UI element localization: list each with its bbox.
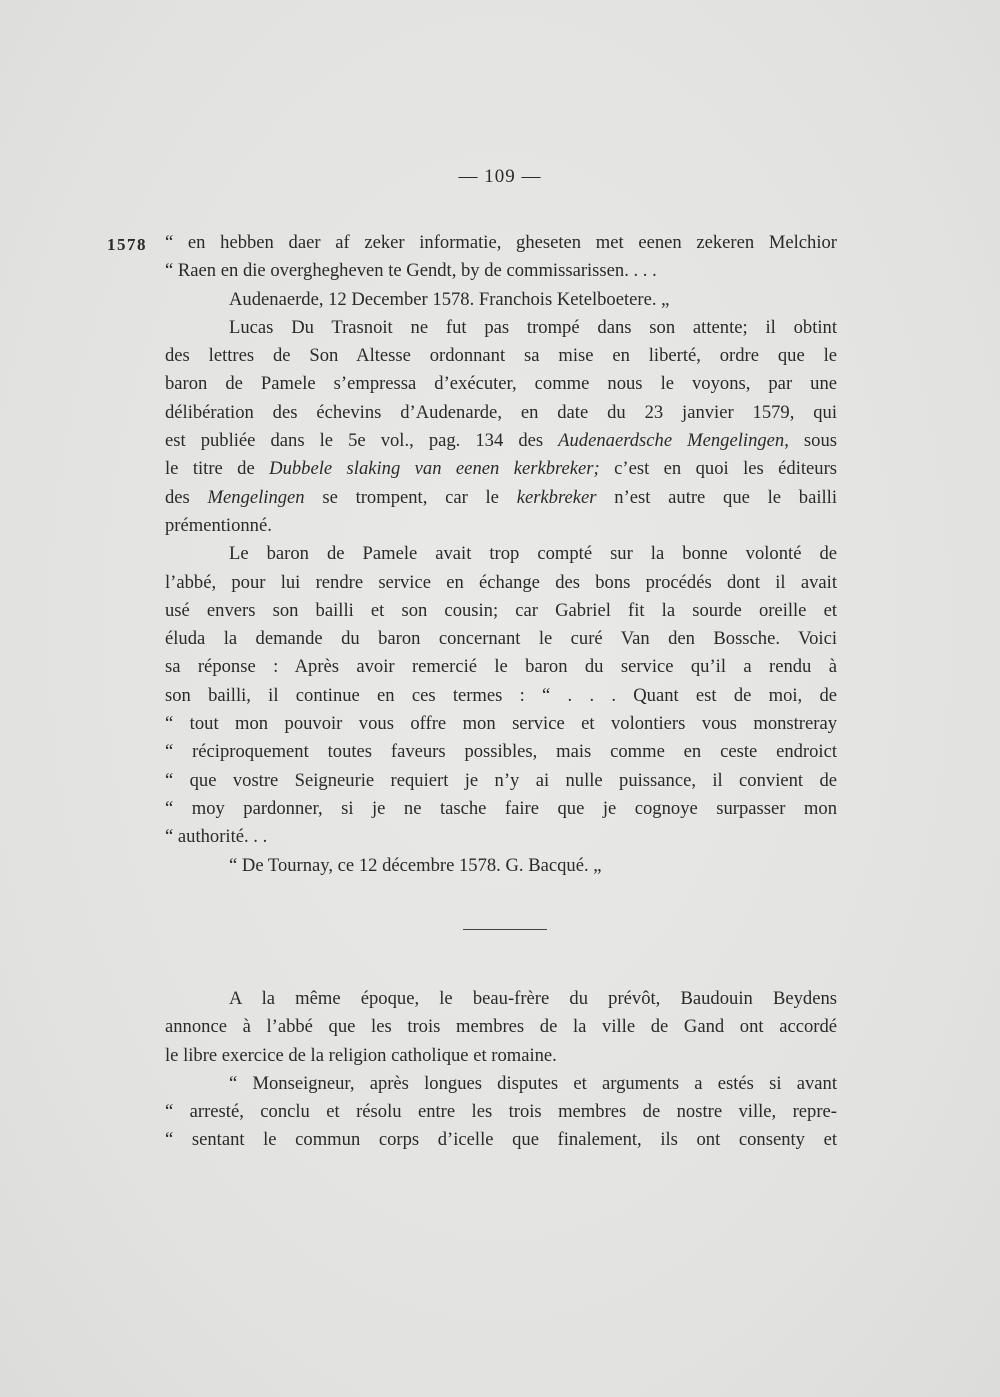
text-run: Lucas Du Trasnoit ne fut pas trompé dans son attente; il obtint bbox=[229, 316, 837, 338]
text-run: sa réponse : Après avoir remercié le baron du service qu’il a rendu à bbox=[165, 656, 837, 678]
text-line bbox=[165, 512, 837, 540]
text-block-new-section bbox=[165, 985, 837, 1155]
text-run: baron de Pamele s’empressa d’exécuter, comme nous le voyons, par une bbox=[165, 373, 837, 395]
text-line bbox=[165, 597, 837, 625]
text-run: “ sentant le commun corps d’icelle que finalement, ils ont consenty et bbox=[165, 1129, 837, 1151]
text-line bbox=[165, 1070, 837, 1098]
italic-text-run: kerkbreker bbox=[516, 486, 597, 508]
text-line bbox=[165, 229, 837, 257]
text-run: Le baron de Pamele avait trop compté sur la bonne volonté de bbox=[229, 543, 837, 565]
italic-text-run: Audenaerdsche Mengelingen bbox=[558, 430, 785, 452]
text-line bbox=[165, 625, 837, 653]
text-line bbox=[165, 852, 837, 880]
text-run: son bailli, il continue en ces termes : “ . . . Quant est de moi, de bbox=[165, 684, 837, 706]
text-run: “ tout mon pouvoir vous offre mon service et volontiers vous monstreray bbox=[165, 713, 837, 735]
text-line bbox=[165, 257, 837, 285]
text-line bbox=[165, 484, 837, 512]
text-line bbox=[165, 286, 837, 314]
text-run: “ en hebben daer af zeker informatie, gheseten met eenen zekeren Melchior bbox=[165, 232, 837, 253]
text-line bbox=[165, 314, 837, 342]
text-run: le libre exercice de la religion catholique et romaine. bbox=[165, 1044, 557, 1066]
text-run: usé envers son bailli et son cousin; car Gabriel fit la sourde oreille et bbox=[165, 599, 837, 621]
text-run: “ Monseigneur, après longues disputes et arguments a estés si avant bbox=[229, 1072, 837, 1094]
text-run: l’abbé, pour lui rendre service en échange des bons procédés dont il avait bbox=[165, 571, 837, 593]
text-line bbox=[165, 1126, 837, 1154]
italic-text-run: Mengelingen bbox=[207, 486, 305, 508]
text-line bbox=[165, 1042, 837, 1070]
text-run: est publiée dans le 5e vol., pag. 134 des bbox=[165, 430, 559, 452]
text-run: délibération des échevins d’Audenarde, en date du 23 janvier 1579, qui bbox=[165, 401, 837, 423]
margin-year-note: 1578 bbox=[107, 235, 147, 254]
text-run: se trompent, car le bbox=[304, 486, 517, 508]
text-line bbox=[165, 738, 837, 766]
text-line bbox=[165, 795, 837, 823]
text-run: n’est autre que le bailli bbox=[596, 486, 837, 508]
text-line bbox=[165, 427, 837, 455]
page-number: — 109 — bbox=[458, 166, 542, 187]
text-run: éluda la demande du baron concernant le curé Van den Bossche. Voici bbox=[165, 628, 837, 650]
text-run: , sous bbox=[784, 430, 837, 452]
text-run: c’est en quoi les éditeurs bbox=[599, 458, 838, 480]
text-run: prémentionné. bbox=[165, 514, 272, 536]
text-run: “ De Tournay, ce 12 décembre 1578. G. Bacqué. „ bbox=[229, 854, 602, 876]
text-run: A la même époque, le beau-frère du prévôt, Baudouin Beydens bbox=[229, 988, 837, 1009]
text-line bbox=[165, 985, 837, 1013]
text-run: “ authorité. . . bbox=[165, 826, 268, 848]
text-run: “ Raen en die overghegheven te Gendt, by de commissarissen. . . . bbox=[165, 260, 657, 282]
text-line bbox=[165, 569, 837, 597]
italic-text-run: Dubbele slaking van eenen kerkbreker; bbox=[269, 458, 600, 480]
text-line bbox=[165, 399, 837, 427]
text-run: des bbox=[165, 486, 208, 508]
text-line bbox=[165, 1098, 837, 1126]
text-run: le titre de bbox=[165, 458, 270, 480]
text-line bbox=[165, 455, 837, 483]
text-run: “ que vostre Seigneurie requiert je n’y ai nulle puissance, il convient de bbox=[165, 769, 837, 791]
text-line bbox=[165, 653, 837, 681]
text-line bbox=[165, 342, 837, 370]
text-run: annonce à l’abbé que les trois membres de la ville de Gand ont accordé bbox=[165, 1016, 837, 1038]
text-line bbox=[165, 1013, 837, 1041]
text-line bbox=[165, 823, 837, 851]
text-run: des lettres de Son Altesse ordonnant sa mise en liberté, ordre que le bbox=[165, 345, 837, 367]
text-line bbox=[165, 540, 837, 568]
text-line bbox=[165, 370, 837, 398]
text-run: “ arresté, conclu et résolu entre les trois membres de nostre ville, repre- bbox=[165, 1101, 837, 1123]
text-run: “ moy pardonner, si je ne tasche faire que je cognoye surpasser mon bbox=[165, 797, 837, 819]
text-line bbox=[165, 710, 837, 738]
text-block-main bbox=[165, 229, 837, 880]
text-run: “ réciproquement toutes faveurs possibles, mais comme en ceste endroict bbox=[165, 741, 837, 763]
text-line bbox=[165, 767, 837, 795]
text-line bbox=[165, 682, 837, 710]
text-run: Audenaerde, 12 December 1578. Franchois Ketelboetere. „ bbox=[229, 288, 670, 310]
section-divider bbox=[463, 929, 547, 930]
